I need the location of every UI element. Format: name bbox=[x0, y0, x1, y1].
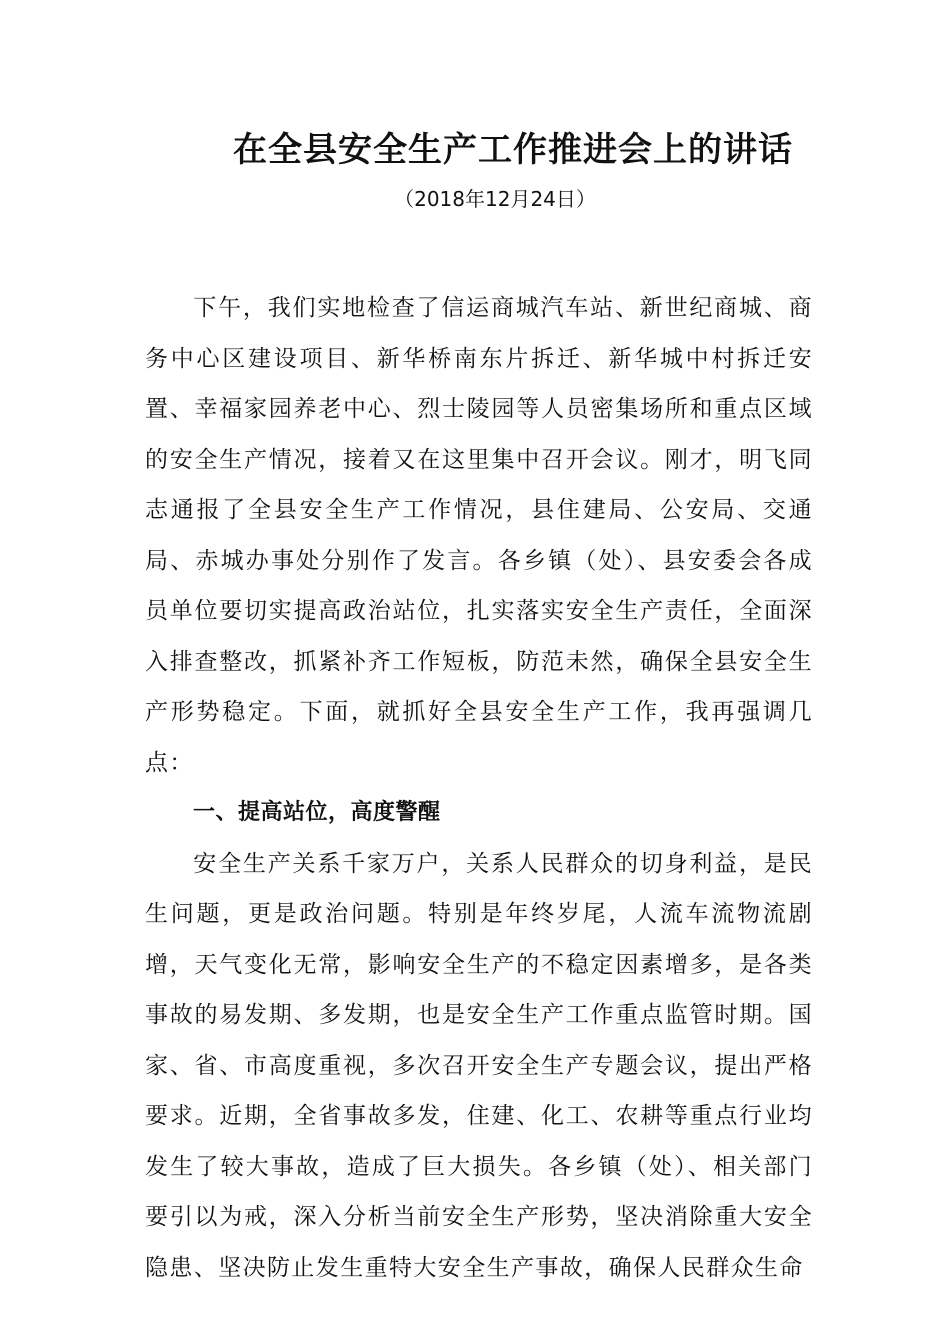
document-body bbox=[145, 283, 813, 1293]
paragraph-intro: 下午，我们实地检查了信运商城汽车站、新世纪商城、商务中心区建设项目、新华桥南东片拆迁、新华城中村拆迁安置、幸福家园养老中心、烈士陵园等人员密集场所和重点区域的安全生产情况，接着又在这里集中召开会议。刚才，明飞同志通报了全县安全生产工作情况，县住建局、公安局、交通局、赤城办事处分别作了发言。各乡镇（处）、县安委会各成员单位要切实提高政治站位，扎实落实安全生产责任，全面深入排查整改，抓紧补齐工作短板，防范未然，确保全县安全生产形势稳定。下面，就抓好全县安全生产工作，我再强调几点： bbox=[145, 295, 813, 776]
document-title: 在全县安全生产工作推进会上的讲话 bbox=[233, 130, 793, 170]
section-heading: 一、提高站位，高度警醒 bbox=[193, 800, 441, 825]
document-date: （2018年12月24日） bbox=[394, 187, 596, 211]
paragraph-section-1: 安全生产关系千家万户，关系人民群众的切身利益，是民生问题，更是政治问题。特别是年终岁尾，人流车流物流剧增，天气变化无常，影响安全生产的不稳定因素增多，是各类事故的易发期、多发期，也是安全生产工作重点监管时期。国家、省、市高度重视，多次召开安全生产专题会议，提出严格要求。近期，全省事故多发，住建、化工、农耕等重点行业均发生了较大事故，造成了巨大损失。各乡镇（处）、相关部门要引以为戒，深入分析当前安全生产形势，坚决消除重大安全隐患、坚决防止发生重特大安全生产事故，确保人民群众生命 bbox=[145, 850, 813, 1281]
